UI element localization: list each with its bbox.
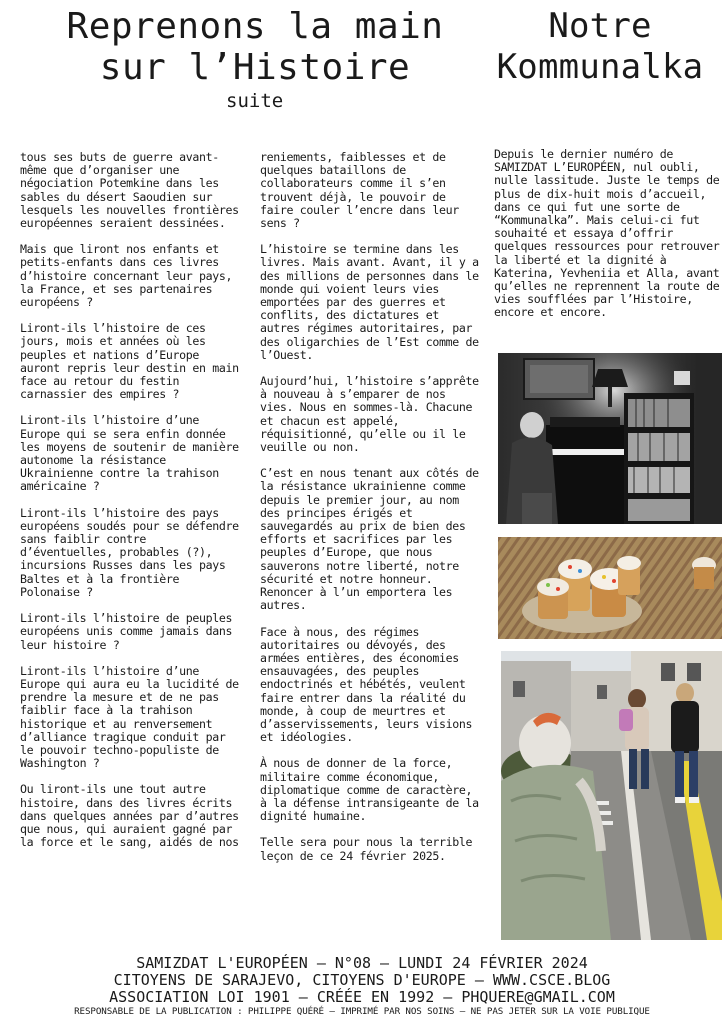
footer-association-line: ASSOCIATION LOI 1901 – CRÉÉE EN 1992 – PHQUERE@GMAIL.COM [109,988,615,1006]
paragraph: Face à nous, des régimes autoritaires ou dévoyés, des armées entières, des économies ensauvagées, des peuples endoctrinés et hébétés, veulent faire entrer dans la réalité du monde, à coup de meurtres et d’asservissements, leurs visions et idéologies. [260,624,473,745]
paragraph: tous ses buts de guerre avant-même que d’organiser une négociation Potemkine dans les sables du désert Saoudien sur lesquels les nouvelles frontières européennes seraient dessinées. [20,150,239,231]
footer-publication-line: SAMIZDAT L'EUROPÉEN – N°08 – LUNDI 24 FÉVRIER 2024 [136,954,588,972]
article-title-line-2: sur l’Histoire [99,47,411,88]
text-column-2 [260,151,482,876]
paragraph: C’est en nous tenant aux côtés de la résistance ukrainienne comme depuis le premier jour, au nom des principes érigés et sauvegardés au prix de bien des efforts et sacrifices par les peuples d’Europe, que nous sauverons notre liberté, notre sécurité et notre honneur. Renoncer à l’un emportera les autres. [260,466,479,613]
piano-photo-image [498,353,722,524]
article-title-line-1: Reprenons la main [66,6,444,47]
paragraph: Ou liront-ils une tout autre histoire, dans des livres écrits dans quelques années par d’autres que nous, qui auraient gagné par la force et le sang, aidés de nos [20,782,239,850]
paragraph: Aujourd’hui, l’histoire s’apprête à nouveau à s’emparer de nos vies. Nous en sommes-là. Chacune et chacun est appelé, réquisitionné, qu’elle ou il le veuille ou non. [260,374,479,455]
paragraph: Mais que liront nos enfants et petits-enfants dans ces livres d’histoire concernant leur pays, la France, et ses partenaires européens ? [20,242,233,310]
footer-organisation-line: CITOYENS DE SARAJEVO, CITOYENS D'EUROPE – WWW.CSCE.BLOG [113,971,611,989]
paragraph: À nous de donner de la force, militaire comme économique, diplomatique comme de caractère, à la défense intransigeante de la dignité humaine. [260,756,479,824]
paragraph: Liront-ils l’histoire des pays européens soudés pour se défendre sans faiblir contre d’éventuelles, probables (?), incursions Russes dans les pays Baltes et à la frontière Polonaise ? [20,505,239,599]
paragraph: Liront-ils l’histoire de peuples européens unis comme jamais dans leur histoire ? [20,611,233,652]
text-column-1 [20,151,244,862]
side-article-title-line-1: Notre [548,6,652,46]
street-photo [501,651,722,940]
cakes-photo-image [498,537,722,639]
article-title [20,6,490,88]
footer-legal-line: RESPONSABLE DE LA PUBLICATION : PHILIPPE QUÉRÉ – IMPRIMÉ PAR NOS SOINS – NE PAS JETER SUR LA VOIE PUBLIQUE [74,1006,650,1017]
paragraph: L’histoire se termine dans les livres. Mais avant. Avant, il y a des millions de personnes dans le monde qui voient leurs vies emportées par des guerres et conflits, des dictatures et autres régimes autoritaires, par des oligarchies de l’Est comme de l’Ouest. [260,242,479,362]
paragraph: Telle sera pour nous la terrible leçon de ce 24 février 2025. [260,835,473,863]
paragraph: Liront-ils l’histoire de ces jours, mois et années où les peuples et nations d’Europe auront repris leur destin en main face au retour du festin carnassier des empires ? [20,321,239,402]
paragraph: Depuis le dernier numéro de SAMIZDAT L’EUROPÉEN, nul oubli, nulle lassitude. Juste le temps de plus de dix-huit mois d’accueil, dans ce qui fut une sorte de “Kommunalka”. Mais celui-ci fut souhaité et essaya d’offrir quelques ressources pour retrouver la liberté et la dignité à Katerina, Yevheniia et Alla, avant qu’elles ne reprennent la route de vies soufflées par l’Histoire, encore et encore. [494,147,720,320]
paragraph: reniements, faiblesses et de quelques bataillons de collaborateurs comme il s’en trouvent déjà, le pouvoir de faire couler l’encre dans leur sens ? [260,150,459,231]
piano-photo [498,353,722,524]
side-article-title [478,6,722,88]
cakes-photo [498,537,722,639]
paragraph: Liront-ils l’histoire d’une Europe qui se sera enfin donnée les moyens de soutenir de manière autonome la résistance Ukrainienne contre la trahison américaine ? [20,413,239,494]
article-subtitle: suite [226,90,284,112]
text-column-3 [494,148,720,333]
street-photo-image [501,651,722,940]
paragraph: Liront-ils l’histoire d’une Europe qui aura eu la lucidité de prendre la mesure et de ne pas faiblir face à la trahison historique et au renversement d’alliance tragique conduit par le pouvoir techno-populiste de Washington ? [20,663,239,771]
side-article-title-line-2: Kommunalka [496,47,704,87]
